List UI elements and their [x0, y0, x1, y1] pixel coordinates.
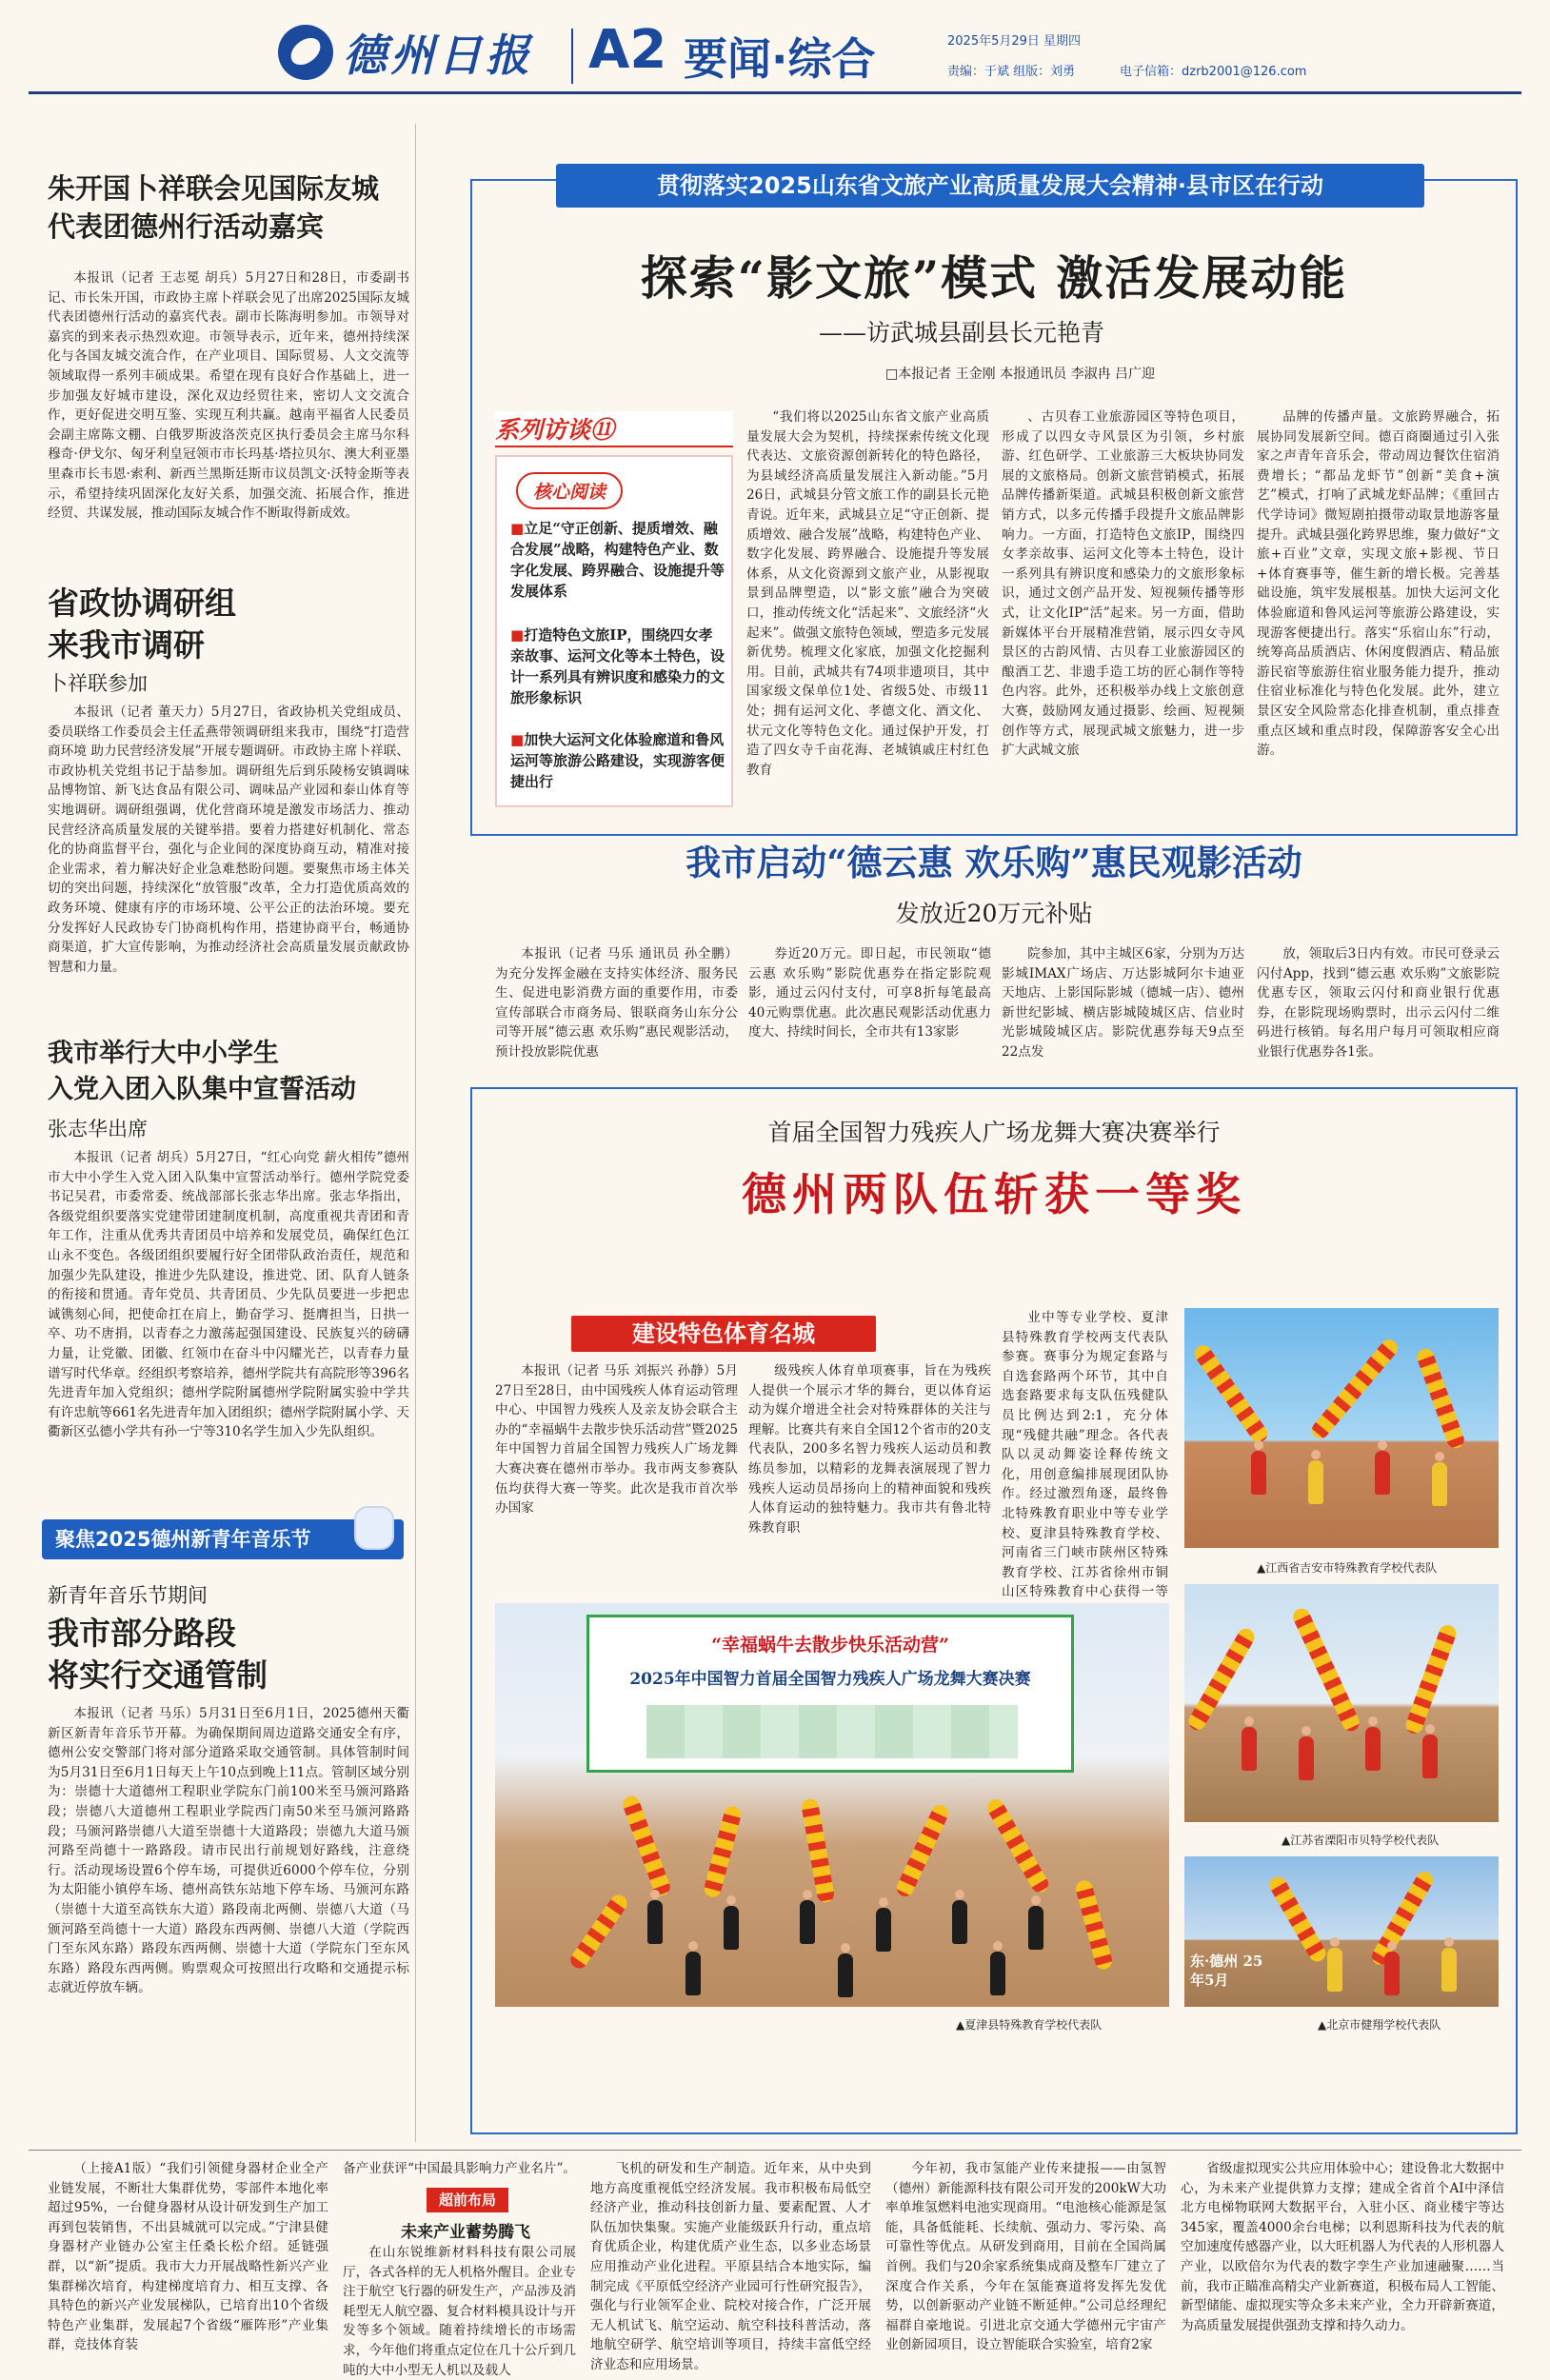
dragon-prop: [984, 1796, 1052, 1895]
bullet-icon: ■: [510, 626, 525, 644]
article-body: 本报讯（记者 马乐）5月31日至6月1日，2025德州天衢新区新青年音乐节开幕。为确保期间周边道路交通安全有序，德州公安交警部门将对部分道路采取交通管制。具体管制时间为5月31日至6月1日每天上午10点到晚上11点。管制区域分别为：崇德十大道德州工程职业学院东门前100米至马颁河路路段；崇德八大道德州工程职业学院西门南50米至马颁河路路段；马颁河路崇德八大道至崇德十大道路段；崇德九大道马颁河路至尚德十一路路段。请市民出行前规划好路线，注意绕行。活动现场设置6个停车场，可提供近6000个停车位，分别为太阳能小镇停车场、德州高铁东站地下停车场、马颁河东路（崇德十大道至高铁东大道）路段南北两侧、崇德八大道（马颁河路至尚德十一大道）路段东西两侧、崇德八大道（学院西门至东风东路）路段东西两侧、崇德十大道（学院东门至东风东路）路段东西两侧。购票观众可按照出行攻略和交通提示标志就近停放车辆。: [48, 1706, 409, 1996]
series-tag-text: 系列访谈⑪: [495, 416, 615, 444]
photo-beijing: [1184, 1856, 1499, 2007]
series-tag: [495, 411, 733, 447]
subsection-tag: [427, 2188, 508, 2212]
headline: [48, 583, 409, 666]
header-divider: [571, 29, 573, 84]
banner-text: 贯彻落实2025山东省文旅产业高质量发展大会精神·县市区在行动: [657, 172, 1323, 199]
dancer: [952, 1900, 967, 1944]
movie-subtitle: 发放近20万元补贴: [895, 900, 1093, 927]
movie-col-1: 本报讯（记者 马乐 通讯员 孙全鹏）为充分发挥金融在支持实体经济、服务民生、促进电影消费方面的重要作用，市委宣传部联合市商务局、银联商务山东分公司等开展“德云惠 欢乐购”惠民观影活动，预计投放影院优惠: [495, 946, 738, 1060]
dragon-prop: [1290, 1606, 1361, 1734]
dancer: [876, 1908, 891, 1952]
dancer: [1251, 1451, 1266, 1495]
article-body: 本报讯（记者 董天力）5月27日，省政协机关党组成员、委员联络工作委员会主任孟燕带领调研组来我市，围绕“打造营商环境 助力民营经济发展”开展专题调研。市政协主席卜祥联、市政协机关党组书记于喆参加。调研组先后到乐陵杨安镇调味品博物馆、新飞达食品有限公司、调味品产业园和泰山体育等实地调研。调研组强调，优化营商环境是激发市场活力、推动民营经济高质量发展的关键举措。要着力搭建好机制化、常态化的协商监督平台，强化与企业间的深度协商互动，精准对接企业需求，着力解决好企业急难愁盼问题。要聚焦市场主体关切的突出问题，持续深化“放管服”改革，全力打造优质高效的政务环境、健康有序的市场环境、公平公正的法治环境。要充分发挥好人民政协专门协商机构作用，搭建协商平台，畅通协商渠道，扩大宣传影响，为推动经济社会高质量发展贡献政协智慧和力量。: [48, 704, 409, 975]
feature-col-2: 、古贝春工业旅游园区等特色项目，形成了以四女寺风景区为引领，乡村旅游、红色研学、工业旅游三大板块协同发展的文旅格局。创新文旅营销模式，拓展品牌传播新渠道。武城县积极创新文旅营销方式，以多元传播手段提升文旅品牌影响力。一方面，打造特色文旅IP，围绕四女孝亲故事、运河文化等本土特色，设计一系列具有辨识度和感染力的文旅形象标识，通过文创产品开发、短视频传播等形式，让文化IP“活”起来。另一方面，借助新媒体平台开展精准营销，展示四女寺风景区的古韵风情、古贝春工业旅游园区的酿酒工艺、非遗手造工坊的匠心制作等特色内容。此外，还积极举办线上文旅创意大赛，鼓励网友通过摄影、绘画、短视频创作等方式，展现武城文旅魅力，进一步扩大武城文旅: [1002, 409, 1244, 759]
dancer: [686, 1952, 701, 1995]
headline: [48, 169, 409, 246]
header-rule: [29, 91, 1521, 94]
bottom-col-5: 省级虚拟现实公共应用体验中心；建设鲁北大数据中心，为未来产业提供算力支撑；建成全省首个AI中泽信北方电梯物联网大数据平台，入驻小区、商业楼宇等达345家，覆盖4000余台电梯；以利恩斯科技为代表的航空加速度传感器产业，以大旺机器人为代表的人形机器人产业，以欧倍尔为代表的数字孪生产业加速融聚……当前，我市正瞄准高精尖产业新赛道，积极布局人工智能、新型储能、虚拟现实等众多未来产业，全力开辟新赛道，为高质量发展提供强劲支撑和持久动力。: [1181, 2161, 1504, 2333]
feature-col-3: 品牌的传播声量。文旅跨界融合，拓展协同发展新空间。德百商圈通过引入张家之声青年音乐会，带动周边餐饮住宿消费增长；“都品龙虾节”创新“美食+演艺”模式，打响了武城龙虾品牌；《重回古代学诗词》微短剧拍摄带动取景地游客量提升。武城县强化跨界思维，聚力做好“文旅+百业”文章，实现文旅+影视、节日+体育赛事等，催生新的增长极。完善基础设施，筑牢发展根基。加快大运河文化体验廊道和鲁风运河等旅游公路建设，实现游客便捷出行。落实“乐宿山东”行动，统筹高品质酒店、休闲度假酒店、精品旅游民宿等旅游住宿业服务能力提升，推动住宿业标准化与特色化发展。此外，建立景区安全风险常态化排查机制，重点排查重点区域和重点时段，保障游客安全心出游。: [1257, 409, 1500, 759]
feature-title: 探索“影文旅”模式 激活发展动能: [640, 250, 1348, 306]
dragon-pretitle: 首届全国智力残疾人广场龙舞大赛决赛举行: [767, 1119, 1221, 1146]
dancer: [1028, 1906, 1043, 1950]
bottom-col-2-lead: 备产业获评“中国最具影响力产业名片”。: [343, 2161, 576, 2176]
dancer: [1432, 1462, 1447, 1506]
bottom-col-1: （上接A1版）“我们引领健身器材企业全产业链发展，不断壮大集群优势，零部件本地化率超过95%，一台健身器材从设计研发到生产加工再到包装销售，不出县城就可以完成。”宁津县健身器材产业链办公室主任桑长松介绍。延链强群，以“新”提质。我市大力开展战略性新兴产业集群梯次培育，构建梯度培育力、相互支撑、各具特色的新兴产业发展梯队，已培育出10个省级特色产业集群，发展起7个省级“雁阵形”产业集群，竞技体育装: [48, 2161, 328, 2353]
backdrop-pattern: [646, 1705, 1018, 1758]
dancer: [1299, 1736, 1314, 1780]
photo-watermark: 东·德州 25年5月: [1190, 1953, 1263, 1989]
photo-caption: ▲江苏省溧阳市贝特学校代表队: [1282, 1834, 1440, 1847]
dragon-prop: [894, 1802, 951, 1899]
core-point-2: [510, 625, 725, 708]
photo-backdrop: [586, 1615, 1074, 1773]
page-code: A2: [588, 19, 667, 81]
photo-jiangsu: [1184, 1584, 1499, 1822]
headline-line-2: 入党入团入队集中宣誓活动: [48, 1075, 356, 1104]
feature-byline: □本报记者 王金刚 本报通讯员 李淑冉 吕广迎: [885, 367, 1156, 382]
article-body: 本报讯（记者 王志冕 胡兵）5月27日和28日，市委副书记、市长朱开国，市政协主席卜祥联会见了出席2025国际友城代表团德州行活动的嘉宾代表。副市长陈海明参加。市领导对嘉宾的到来表示热烈欢迎。市领导表示，近年来，德州持续深化与各国友城交流合作，在产业项目、国际贸易、人文交流等领域取得一系列丰硕成果。希望在现有良好合作基础上，进一步加强友好城市建设，深化双边经贸往来，密切人文交流合作，更好促进交明互鉴、实现互利共赢。越南平福省人民委员会副主席陈文棚、白俄罗斯波洛茨克区执行委员会主席马尔科穆奇·伊戈尔、匈牙利皇冠领市市长玛基·塔拉贝尔、澳大利亚墨里森市长韦恩·索利、新西兰黑斯廷斯市议员凯文·沃特金斯等表示，希望持续巩固深化友好关系，加强交流、拓展合作，推进经贸、共谋发展，推动国际友城合作不断取得新成效。: [48, 270, 409, 522]
photo-jiangxi: [1184, 1308, 1499, 1548]
dragon-title: 德州两队伍斩获一等奖: [742, 1169, 1246, 1221]
dragon-prop: [1403, 1623, 1459, 1736]
dragon-prop: [1266, 1874, 1329, 1965]
headline-line-1: 我市举行大中小学生: [48, 1039, 279, 1068]
dancer: [1327, 1948, 1342, 1992]
headline: [48, 1613, 409, 1696]
core-point-text: 打造特色文旅IP，围绕四女孝亲故事、运河文化等本土特色，设计一系列具有辨识度和感染力的文旅形象标识: [510, 626, 725, 706]
big-photo: [495, 1603, 1169, 2007]
dancer: [990, 1952, 1005, 1995]
backdrop-line-2: 2025年中国智力首届全国智力残疾人广场龙舞大赛决赛: [629, 1670, 1031, 1689]
bottom-col-4: 今年初，我市氢能产业传来捷报——由氢智（德州）新能源科技有限公司开发的200kW大功率单堆氢燃料电池实现商用。“电池核心能源是氢能，具备低能耗、长续航、强动力、零污染、高可靠性等优点。从研发到商用，目前在全国尚属首例。我们与20余家系统集成商及整车厂建立了深度合作关系，今年在氢能赛道将发挥先发优势，以创新驱动产业链不断延伸。”公司总经理纪福群自豪地说。引进北京交通大学德州元宇宙产业创新园项目，设立智能联合实验室，培育2家: [885, 2161, 1166, 2353]
core-reading-tag: 核心阅读: [516, 472, 623, 509]
dancer: [800, 1900, 815, 1944]
dragon-col-3: 业中等专业学校、夏津县特殊教育学校两支代表队参赛。赛事分为规定套路与自选套路两个环节，其中自选套路要求每支队伍残健队员比例达到2:1，充分体现“残健共融”理念。各代表队以灵动舞姿诠释传统文化，用创意编排展现团队协作。经过激烈角逐，最终鲁北特殊教育职业中等专业学校、夏津县特殊教育学校、河南省三门峡市陕州区特殊教育学校、江苏省徐州市铜山区特殊教育中心获得一等: [1002, 1310, 1168, 1600]
dancer: [1384, 1952, 1400, 1995]
dragon-prop: [1191, 1342, 1271, 1446]
dragon-prop: [1369, 1869, 1437, 1968]
core-reading-box: [495, 455, 733, 807]
dragon-col-2: 级残疾人体育单项赛事，旨在为残疾人提供一个展示才华的舞台，更以体育运动为媒介增进全社会对特殊群体的关注与理解。比赛共有来自全国12个省市的20支代表队，200多名智力残疾人运动员和教练员参加，以精彩的龙舞表演展现了智力残疾人运动员昂扬向上的精神面貌和残疾人体育运动的独特魅力。我市共有鲁北特殊教育职: [748, 1363, 991, 1536]
headline-line-2: 将实行交通管制: [48, 1656, 268, 1694]
dancer: [724, 1906, 739, 1950]
dancer: [647, 1900, 663, 1944]
sports-city-tag: [571, 1316, 876, 1352]
paper-logo-icon: [278, 25, 333, 80]
headline-line-1: 我市部分路段: [48, 1615, 236, 1652]
tag-text: 建设特色体育名城: [632, 1320, 815, 1347]
feature-col-1: “我们将以2025山东省文旅产业高质量发展大会为契机，持续探索传统文化现代表达、文旅资源创新转化的特色路径，为县域经济高质量发展注入新动能。”5月26日，武城县分管文旅工作的副县长元艳青说。近年来，武城县立足“守正创新、提质增效、融合发展”战略，构建特色产业、数字化发展、跨界融合、设施提升等发展体系，从文化资源到文旅产业，从影视取景到品牌塑造，以“影文旅”融合为突破口，推动传统文化“活起来”、文旅经济“火起来”。做强文旅特色领域，塑造多元发展新优势。梳理文化家底，加强文化挖掘利用。目前，武城共有74项非遗项目，其中国家级文保单位1处、省级5处、市级11处；拥有运河文化、孝德文化、酒文化、状元文化等特色文化。通过保护开发，打造了四女寺千亩花海、老城镇戚庄村红色教育: [746, 409, 989, 778]
movie-col-2: 券近20万元。即日起，市民领取“德云惠 欢乐购”影院优惠券在指定影院观影，通过云闪付支付，可享8折每笔最高40元购票优惠。此次惠民观影活动优惠力度大、持续时间长，全市共有13家影: [748, 946, 991, 1041]
dancer: [1308, 1460, 1323, 1504]
dragon-prop: [801, 1797, 836, 1903]
backdrop-line-1: “幸福蜗牛去散步快乐活动营”: [711, 1635, 949, 1656]
subheadline: 卜祥联参加: [48, 672, 148, 695]
contact-email: 电子信箱：dzrb2001@126.com: [1120, 65, 1307, 79]
headline-line-1: 朱开国卜祥联会见国际友城: [48, 172, 380, 205]
robot-mascot-icon: [354, 1506, 394, 1550]
dancer: [1242, 1727, 1257, 1771]
core-point-text: 加快大运河文化体验廊道和鲁风运河等旅游公路建设，实现游客便捷出行: [510, 731, 725, 790]
bullet-icon: ■: [510, 731, 525, 748]
photo-caption: ▲北京市健翔学校代表队: [1318, 2018, 1441, 2032]
movie-col-4: 放，领取后3日内有效。市民可登录云闪付App，找到“德云惠 欢乐购”文旅影院优惠专区，领取云闪付和商业银行优惠券，在影院现场购票时，出示云闪付二维码进行核销。每名用户每月可领取相应商业银行优惠券各1张。: [1257, 946, 1500, 1060]
article-body: 本报讯（记者 胡兵）5月27日，“红心向党 薪火相传”德州市大中小学生入党入团入队集中宣誓活动举行。德州学院党委书记吴君，市委常委、统战部部长张志华出席。张志华指出，各级党组织要落实党建带团建制度机制，高度重视共青团和青年工作，注重从优秀共青团员中培养和发展党员，确保红色江山永不变色。各级团组织要履行好全团带队政治责任，规范和加强少先队建设，推进少先队建设，推进党、团、队育人链条的衔接和贯通。青年党员、共青团员、少先队员要进一步把忠诚镌刻心间，把使命扛在肩上，勤奋学习、挺膺担当，日拱一卒、功不唐捐，以青春之力激荡起强国建设、民族复兴的磅礴力量，让党徽、团徽、红领巾在奋斗中闪耀光芒，以青春力量谱写时代华章。经组织考察培养，德州学院共有高院形等396名先进青年加入党组织；德州学院附属德州学院附属实验中学共有许忠航等661名先进青年加入团组织；德州学院附属小学、天衢新区弘德小学共有孙一宁等310名学生加入少先队组织。: [48, 1150, 409, 1440]
subsection-tag-text: 超前布局: [438, 2192, 496, 2209]
bottom-rule: [29, 2150, 1521, 2151]
dragon-prop: [703, 1804, 744, 1898]
photo-caption: ▲江西省吉安市特殊教育学校代表队: [1257, 1561, 1438, 1575]
dragon-prop: [1415, 1346, 1467, 1451]
subheadline: 张志华出席: [48, 1118, 148, 1140]
issue-date: 2025年5月29日 星期四: [947, 34, 1082, 49]
dragon-prop: [1074, 1878, 1114, 1971]
column-divider: [415, 124, 416, 2142]
movie-title: 我市启动“德云惠 欢乐购”惠民观影活动: [686, 842, 1302, 883]
dragon-prop: [621, 1794, 673, 1898]
paper-name: 德州日报: [343, 30, 533, 81]
bottom-col-2-body: 在山东锐维新材料科技有限公司展厅，各式各样的无人机格外醒目。企业专注于航空飞行器的研发生产，产品涉及消耗型无人航空器、复合材料模具设计与开发等多个领域。随着持续增长的市场需求，今年他们将重点定位在几十公斤到几吨的大中小型无人机以及载人: [343, 2245, 576, 2378]
dragon-col-1: 本报讯（记者 马乐 刘振兴 孙静）5月27日至28日，由中国残疾人体育运动管理中心、中国智力残疾人及亲友协会联合主办的“幸福蜗牛去散步快乐活动营”暨2025年中国智力首届全国智力残疾人广场龙舞大赛决赛在德州市举办。我市两支参赛队伍均获得大赛一等奖。此次是我市首次举办国家: [495, 1363, 738, 1517]
dragon-prop: [1308, 1336, 1401, 1441]
dancer: [1441, 1948, 1457, 1992]
headline-line-1: 省政协调研组: [48, 585, 236, 622]
core-point-1: [510, 518, 725, 602]
movie-col-3: 院参加，其中主城区6家，分别为万达影城IMAX广场店、万达影城阿尔卡迪亚天地店、上影国际影城（德城一店）、德州新世纪影城、横店影城陵城区店、信业时光影城陵城区店。影院优惠券每天9点至22点发: [1002, 946, 1244, 1060]
photo-caption: ▲夏津县特殊教育学校代表队: [956, 2018, 1103, 2032]
dancer: [838, 1954, 853, 1997]
editors: 责编：于斌 组版：刘勇: [947, 65, 1076, 79]
dancer: [1375, 1451, 1390, 1495]
core-point-3: [510, 729, 725, 792]
dancer: [1422, 1735, 1438, 1778]
core-point-text: 立足“守正创新、提质增效、融合发展”战略，构建特色产业、数字化发展、跨界融合、设施提升等发展体系: [510, 520, 725, 600]
dancer: [1365, 1727, 1381, 1771]
badge-text: 聚焦2025德州新青年音乐节: [55, 1528, 311, 1551]
dragon-prop: [567, 1892, 630, 1972]
section-name: 要闻·综合: [684, 33, 876, 85]
subsection-title: 未来产业蓄势腾飞: [401, 2223, 530, 2242]
headline-line-2: 代表团德州行活动嘉宾: [48, 210, 325, 243]
bullet-icon: ■: [510, 520, 525, 537]
bottom-col-3: 飞机的研发和生产制造。近年来，从中央到地方高度重视低空经济发展。我市积极布局低空经济产业，推动科技创新力量、要素配置、人才队伍加快集聚。实施产业能级跃升行动，重点培育优质企业，构建优质产业生态，以多业态场景应用推动产业化进程。平原县结合本地实际，编制完成《平原低空经济产业园可行性研究报告》，强化与行业领军企业、院校对接合作，广泛开展无人机试飞、航空运动、航空科技科普活动，落地航空研学、航空培训等项目，持续丰富低空经济业态和应用场景。: [590, 2161, 871, 2372]
music-festival-badge: [42, 1519, 404, 1559]
feature-subtitle: ——访武城县副县长元艳青: [819, 319, 1105, 347]
headline-pre: 新青年音乐节期间: [48, 1584, 208, 1607]
headline: [48, 1036, 414, 1108]
feature-banner: [556, 164, 1424, 208]
headline-line-2: 来我市调研: [48, 626, 205, 664]
